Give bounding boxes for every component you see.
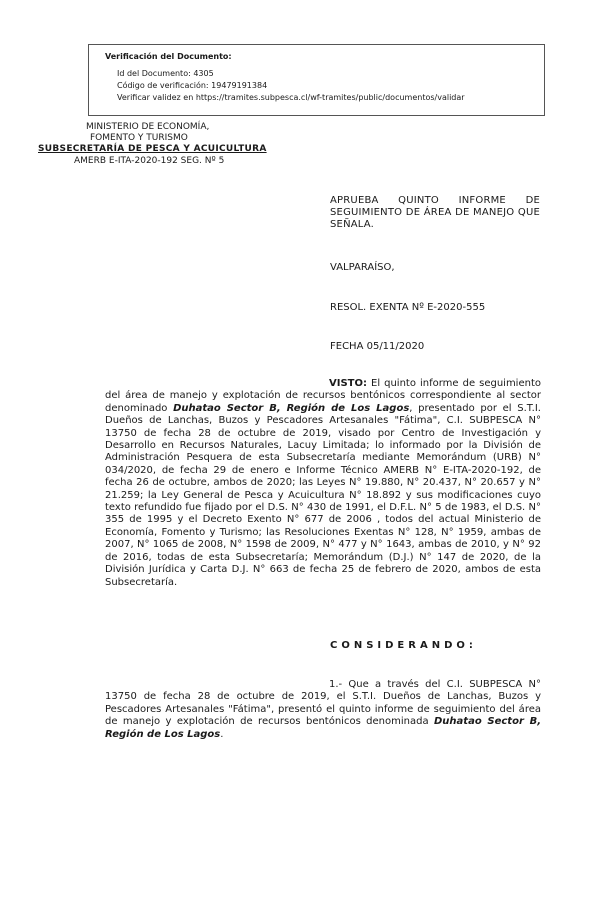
subsecretaria-name: SUBSECRETARÍA DE PESCA Y ACUICULTURA [38,144,267,154]
place: VALPARAÍSO, [330,262,395,273]
visto-label: VISTO: [329,378,367,389]
verification-title: Verificación del Documento: [105,52,232,61]
resolution-number: RESOL. EXENTA Nº E-2020-555 [330,302,486,313]
considerando-1-text-2: . [220,728,224,740]
verification-url[interactable]: ▸ Verificar validez en https://tramites.subpesca.cl/wf-tramites/public/documentos/validar [117,92,534,104]
resolution-subject: APRUEBA QUINTO INFORME DE SEGUIMIENTO DE ÁREA DE MANEJO QUE SEÑALA. [330,195,540,230]
verification-box [88,44,545,116]
considerando-1-text-1: 1.- Que a través del C.I. SUBPESCA N° 13750 de fecha 28 de octubre de 2019, el S.T.I. Dueños de Lanchas, Buzos y Pescadores Artesanales "Fátima", presentó el quinto informe de seguimiento del área de manejo y explotación de recursos bentónicos denominada [105,679,541,728]
visto-text-1: El quinto informe de seguimiento del área de manejo y explotación de recursos bentónicos correspondiente al sector denominado [105,378,541,414]
ministry-name-2: FOMENTO Y TURISMO [90,133,188,143]
verification-code: ▸ Código de verificación: 19479191384 [117,80,534,92]
ministry-name: MINISTERIO DE ECONOMÍA, [86,122,210,132]
visto-sector: Duhatao Sector B, Región de Los Lagos [173,402,410,414]
document-id: ▸ Id del Documento: 4305 [117,68,534,80]
verification-list [105,68,534,104]
visto-text-2: , presentado por el S.T.I. Dueños de Lanchas, Buzos y Pescadores Artesanales "Fátima", C.I. SUBPESCA N° 13750 de fecha 28 de octubre de 2019, visado por Centro de Investigación y Desarrollo en Recursos Naturales, Lacuy Limitada; lo informado por la División de Administración Pesquera de esta Subsecretaría mediante Memorándum (URB) N° 034/2020, de fecha 29 de enero e Informe Técnico AMERB N° E-ITA-2020-192, de fecha 26 de octubre, ambos de 2020; las Leyes N° 19.880, N° 20.437, N° 20.657 y N° 21.259; la Ley General de Pesca y Acuicultura N° 18.892 y sus modificaciones cuyo texto refundido fue fijado por el D.S. N° 430 de 1991, el D.F.L. N° 5 de 1983, el D.S. N° 355 de 1995 y el Decreto Exento N° 677 de 2006 , todos del actual Ministerio de Economía, Fomento y Turismo; las Resoluciones Exentas N° 128, N° 1959, ambas de 2007, N° 1065 de 2008, N° 1598 de 2009, N° 477 y N° 1643, ambas de 2010, y N° 92 de 2016, todas de esta Subsecretaría; Memorándum (D.J.) N° 147 de 2020, de la División Jurídica y Carta D.J. N° 663 de fecha 25 de febrero de 2020, ambos de esta Subsecretaría. [105,402,541,588]
reference-code: AMERB E-ITA-2020-192 SEG. Nº 5 [74,156,225,166]
considerando-1-sector: Duhatao Sector B, Región de Los Lagos [105,716,541,740]
visto-paragraph [105,378,541,589]
resolution-date: FECHA 05/11/2020 [330,341,425,352]
considerando-heading: CONSIDERANDO: [330,640,477,651]
considerando-1-paragraph [105,679,541,741]
